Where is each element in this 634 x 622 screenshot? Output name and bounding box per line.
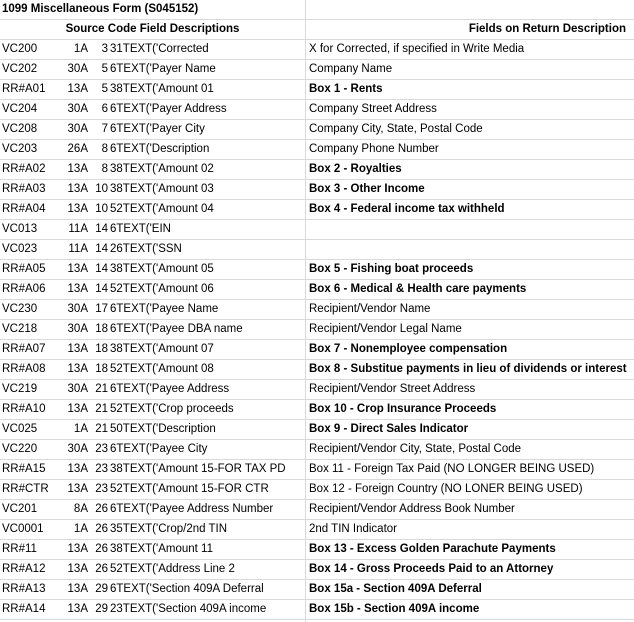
field-position: 7 (101, 123, 108, 135)
field-text: 38TEXT('Amount 03 (110, 183, 214, 195)
field-type: 26A (67, 143, 88, 155)
field-code: RR#A05 (2, 263, 46, 275)
field-code: VC200 (2, 43, 38, 55)
field-position: 21 (95, 403, 108, 415)
return-description: Company City, State, Postal Code (309, 123, 483, 135)
field-type: 13A (67, 343, 88, 355)
field-text: 38TEXT('Amount 15-FOR TAX PD (110, 463, 286, 475)
form-title: 1099 Miscellaneous Form (S045152) (2, 3, 199, 15)
field-position: 10 (95, 203, 108, 215)
table-row (0, 100, 634, 120)
field-text: 6TEXT('Payee Address (110, 383, 230, 395)
field-text: 6TEXT('Description (110, 143, 210, 155)
field-code: RR#CTR (2, 483, 49, 495)
field-type: 30A (67, 103, 88, 115)
table-row (0, 400, 634, 420)
field-code: RR#A14 (2, 603, 46, 615)
field-code: VC219 (2, 383, 38, 395)
field-code: VC230 (2, 303, 38, 315)
field-position: 23 (95, 443, 108, 455)
field-code: RR#A15 (2, 463, 46, 475)
field-position: 21 (95, 383, 108, 395)
field-position: 26 (95, 523, 108, 535)
field-text: 52TEXT('Amount 08 (110, 363, 214, 375)
return-description (309, 240, 631, 259)
field-type: 30A (67, 303, 88, 315)
field-text: 31TEXT('Corrected (110, 43, 209, 55)
field-code: RR#A08 (2, 363, 46, 375)
field-type: 11A (68, 243, 88, 255)
field-type: 30A (67, 443, 88, 455)
field-code: VC208 (2, 123, 38, 135)
field-position: 8 (101, 163, 108, 175)
field-type: 30A (67, 63, 88, 75)
return-description: Box 4 - Federal income tax withheld (309, 203, 505, 215)
field-position: 8 (101, 143, 108, 155)
table-row (0, 180, 634, 200)
field-text: 50TEXT('Description (110, 423, 216, 435)
field-type: 30A (67, 123, 88, 135)
field-code: RR#A12 (2, 563, 46, 575)
field-position: 10 (95, 183, 108, 195)
field-type: 13A (67, 163, 88, 175)
field-position: 14 (95, 283, 108, 295)
return-description: Box 8 - Substitue payments in lieu of dividends or interest (309, 363, 627, 375)
field-type: 30A (67, 323, 88, 335)
field-text: 38TEXT('Amount 02 (110, 163, 214, 175)
return-description: Company Name (309, 63, 393, 75)
field-type: 1A (73, 523, 88, 535)
field-position: 14 (95, 263, 108, 275)
field-code: VC025 (2, 423, 38, 435)
table-row (0, 480, 634, 500)
field-text: 6TEXT('Section 409A Deferral (110, 583, 264, 595)
field-code: RR#A04 (2, 203, 46, 215)
field-text: 6TEXT('Payer City (110, 123, 205, 135)
title-row (0, 0, 634, 20)
return-description: Box 15b - Section 409A income (309, 603, 480, 615)
field-position: 18 (95, 323, 108, 335)
field-code: RR#A01 (2, 83, 46, 95)
field-type: 30A (67, 383, 88, 395)
return-description: X for Corrected, if specified in Write Media (309, 43, 525, 55)
table-row (0, 120, 634, 140)
field-type: 13A (67, 463, 88, 475)
field-text: 26TEXT('SSN (110, 243, 182, 255)
return-description: Recipient/Vendor City, State, Postal Code (309, 443, 522, 455)
return-description: Company Phone Number (309, 143, 439, 155)
field-code: VC204 (2, 103, 38, 115)
field-code: VC203 (2, 143, 38, 155)
table-row (0, 440, 634, 460)
table-row (0, 220, 634, 240)
return-description: Box 2 - Royalties (309, 163, 402, 175)
field-text: 6TEXT('Payee City (110, 443, 208, 455)
return-description: Recipient/Vendor Legal Name (309, 323, 462, 335)
field-position: 5 (101, 83, 108, 95)
field-code: RR#A13 (2, 583, 46, 595)
field-text: 6TEXT('Payee DBA name (110, 323, 243, 335)
return-description: Box 1 - Rents (309, 83, 383, 95)
field-type: 13A (67, 203, 88, 215)
table-row (0, 160, 634, 180)
field-text: 23TEXT('Section 409A income (110, 603, 267, 615)
field-type: 13A (67, 83, 88, 95)
field-position: 21 (95, 423, 108, 435)
field-type: 13A (67, 483, 88, 495)
table-row (0, 520, 634, 540)
return-description-header: Fields on Return Description (468, 23, 626, 35)
field-type: 13A (67, 283, 88, 295)
source-code-header: Source Code Field Descriptions (65, 23, 240, 35)
header-row (0, 20, 634, 40)
field-code: VC0001 (2, 523, 44, 535)
field-text: 38TEXT('Amount 01 (110, 83, 214, 95)
table-row (0, 60, 634, 80)
field-code: RR#A02 (2, 163, 46, 175)
field-code: VC201 (2, 503, 38, 515)
return-description: Box 13 - Excess Golden Parachute Payments (309, 543, 556, 555)
field-text: 52TEXT('Address Line 2 (110, 563, 235, 575)
field-type: 1A (73, 423, 88, 435)
return-description: Box 11 - Foreign Tax Paid (NO LONGER BEING USED) (309, 463, 595, 475)
return-description: Company Street Address (309, 103, 437, 115)
table-row (0, 380, 634, 400)
field-type: 13A (67, 183, 88, 195)
field-position: 3 (101, 43, 108, 55)
field-type: 8A (73, 503, 88, 515)
return-description: Box 7 - Nonemployee compensation (309, 343, 508, 355)
return-description: 2nd TIN Indicator (309, 523, 398, 535)
table-row (0, 460, 634, 480)
field-text: 52TEXT('Amount 04 (110, 203, 214, 215)
field-code: RR#A06 (2, 283, 46, 295)
table-row (0, 280, 634, 300)
field-code: RR#A07 (2, 343, 46, 355)
table-row (0, 200, 634, 220)
field-text: 38TEXT('Amount 11 (110, 543, 213, 555)
field-position: 18 (95, 343, 108, 355)
field-position: 26 (95, 503, 108, 515)
field-text: 6TEXT('Payee Name (110, 303, 219, 315)
field-type: 13A (67, 363, 88, 375)
return-description: Box 6 - Medical & Health care payments (309, 283, 527, 295)
table-row (0, 560, 634, 580)
table-row (0, 500, 634, 520)
field-position: 29 (95, 603, 108, 615)
return-description: Box 9 - Direct Sales Indicator (309, 423, 469, 435)
field-code: VC220 (2, 443, 38, 455)
field-text: 38TEXT('Amount 07 (110, 343, 214, 355)
table-row (0, 540, 634, 560)
return-description: Box 10 - Crop Insurance Proceeds (309, 403, 497, 415)
table-row (0, 140, 634, 160)
return-description: Box 14 - Gross Proceeds Paid to an Attorney (309, 563, 554, 575)
field-position: 5 (101, 63, 108, 75)
field-text: 52TEXT('Crop proceeds (110, 403, 234, 415)
return-description: Recipient/Vendor Street Address (309, 383, 476, 395)
field-text: 52TEXT('Amount 06 (110, 283, 214, 295)
field-type: 11A (68, 223, 88, 235)
field-code: VC202 (2, 63, 38, 75)
return-description: Box 12 - Foreign Country (NO LONER BEING USED) (309, 483, 583, 495)
field-position: 23 (95, 463, 108, 475)
field-type: 13A (67, 403, 88, 415)
table-row (0, 360, 634, 380)
table-row (0, 80, 634, 100)
field-position: 26 (95, 543, 108, 555)
field-text: 6TEXT('Payer Address (110, 103, 227, 115)
field-text: 6TEXT('Payee Address Number (110, 503, 274, 515)
return-description: Box 3 - Other Income (309, 183, 425, 195)
field-position: 18 (95, 363, 108, 375)
table-row (0, 600, 634, 620)
field-code: VC218 (2, 323, 38, 335)
return-description (309, 220, 631, 239)
field-text: 6TEXT('Payer Name (110, 63, 216, 75)
field-code: RR#11 (2, 543, 37, 555)
field-code: RR#A03 (2, 183, 46, 195)
return-description: Box 15a - Section 409A Deferral (309, 583, 482, 595)
field-position: 14 (95, 243, 108, 255)
field-type: 13A (67, 583, 88, 595)
field-code: VC013 (2, 223, 38, 235)
field-text: 52TEXT('Amount 15-FOR CTR (110, 483, 269, 495)
return-description: Recipient/Vendor Name (309, 303, 431, 315)
field-position: 29 (95, 583, 108, 595)
return-description: Recipient/Vendor Address Book Number (309, 503, 515, 515)
table-row (0, 340, 634, 360)
field-type: 1A (73, 43, 88, 55)
table-row (0, 320, 634, 340)
table-row (0, 260, 634, 280)
field-text: 38TEXT('Amount 05 (110, 263, 214, 275)
field-position: 17 (95, 303, 108, 315)
field-type: 13A (67, 603, 88, 615)
table-row (0, 40, 634, 60)
field-position: 6 (101, 103, 108, 115)
field-type: 13A (67, 263, 88, 275)
field-type: 13A (67, 563, 88, 575)
table-row (0, 420, 634, 440)
return-description: Box 5 - Fishing boat proceeds (309, 263, 474, 275)
field-text: 6TEXT('EIN (110, 223, 171, 235)
field-position: 14 (95, 223, 108, 235)
table-row (0, 240, 634, 260)
field-type: 13A (67, 543, 88, 555)
field-code: RR#A10 (2, 403, 46, 415)
table-row (0, 300, 634, 320)
field-position: 26 (95, 563, 108, 575)
field-position: 23 (95, 483, 108, 495)
field-text: 35TEXT('Crop/2nd TIN (110, 523, 228, 535)
table-row (0, 580, 634, 600)
field-code: VC023 (2, 243, 38, 255)
